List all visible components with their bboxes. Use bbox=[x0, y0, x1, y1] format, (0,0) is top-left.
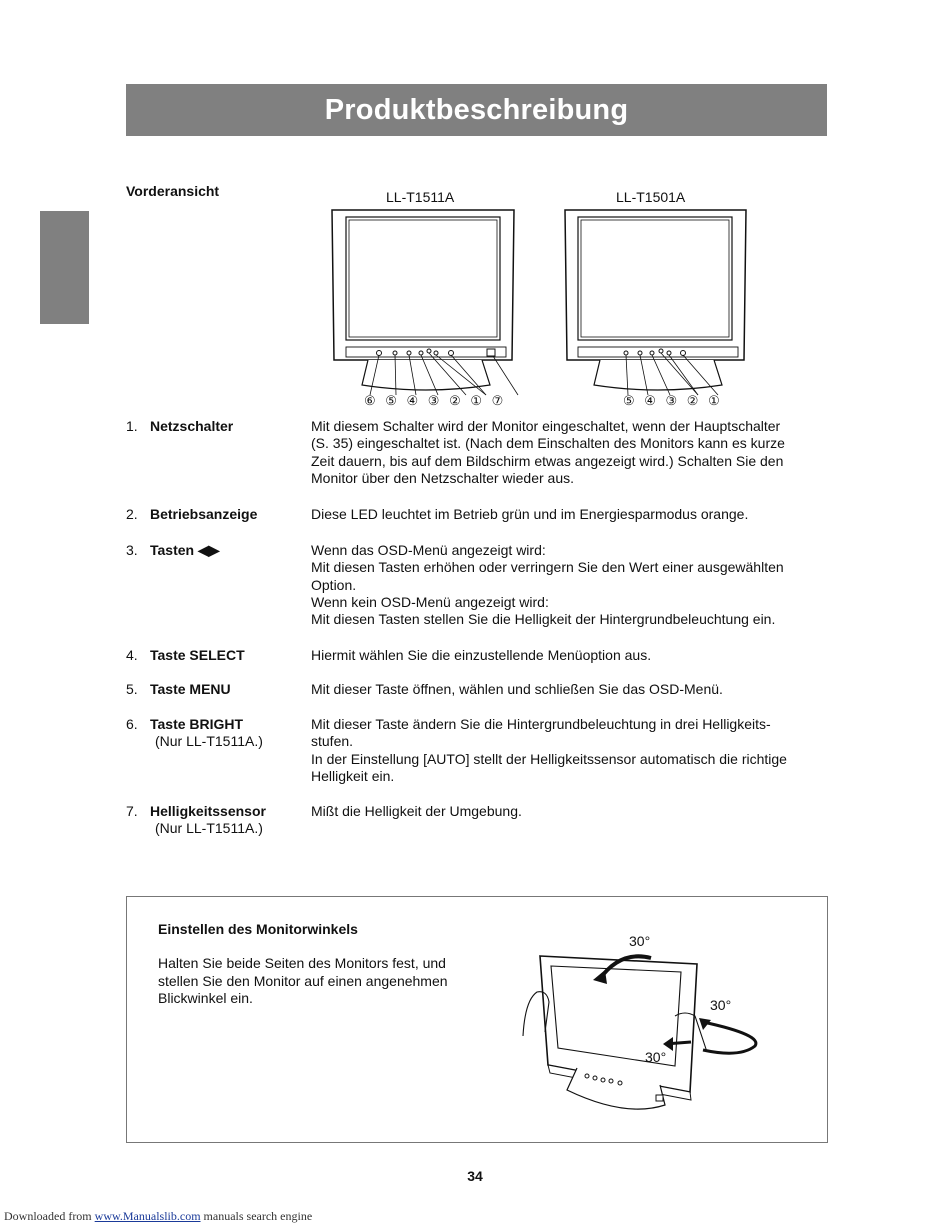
item-description: Mit dieser Taste öffnen, wählen und schließen Sie das OSD-Menü. bbox=[311, 681, 723, 697]
callouts-t1501a: ⑤ ④ ③ ② ① bbox=[623, 393, 723, 408]
item-description: Mit dieser Taste ändern Sie die Hintergrundbeleuchtung in drei Helligkeits- stufen. In der Einstellung [AUTO] stellt der Helligkeitssensor automatisch die richtige Helligkeit ein. bbox=[311, 716, 787, 784]
item-name: Betriebsanzeige bbox=[150, 506, 258, 522]
item-number: 7. bbox=[126, 803, 138, 819]
angle-box-text: Halten Sie beide Seiten des Monitors fest, und stellen Sie den Monitor auf einen angenehmen Blickwinkel ein. bbox=[158, 955, 448, 1006]
item-name: Taste SELECT bbox=[150, 647, 245, 663]
item-name: Netzschalter bbox=[150, 418, 234, 434]
footer bbox=[4, 1209, 312, 1224]
item-name: Helligkeitssensor bbox=[150, 803, 266, 819]
footer-prefix: Downloaded from bbox=[4, 1209, 95, 1223]
item-description: Wenn das OSD-Menü angezeigt wird: Mit diesen Tasten erhöhen oder verringern Sie den Wert einer ausgewählten Option. Wenn kein OSD-Menü angezeigt wird: Mit diesen Tasten stellen Sie die Helligkeit der Hintergrundbeleuchtung ein. bbox=[311, 542, 784, 628]
item-number: 2. bbox=[126, 506, 138, 522]
front-view-label: Vorderansicht bbox=[126, 183, 220, 199]
item-number: 3. bbox=[126, 542, 138, 558]
monitor-front-diagram-t1511a bbox=[326, 205, 526, 410]
angle-label-swivel-right: 30° bbox=[710, 997, 732, 1013]
model-label-t1501a: LL-T1501A bbox=[616, 189, 686, 205]
item-number: 4. bbox=[126, 647, 138, 663]
callouts-t1511a: ⑥ ⑤ ④ ③ ② ① ⑦ bbox=[364, 393, 507, 408]
item-name: Taste BRIGHT bbox=[150, 716, 244, 732]
angle-label-swivel-left: 30° bbox=[645, 1049, 667, 1065]
item-number: 1. bbox=[126, 418, 138, 434]
item-number: 6. bbox=[126, 716, 138, 732]
item-note: (Nur LL-T1511A.) bbox=[155, 733, 263, 749]
item-name: Taste MENU bbox=[150, 681, 231, 697]
monitor-tilt-diagram bbox=[515, 940, 765, 1130]
item-name: Tasten ◀▶ bbox=[150, 542, 220, 558]
page-number: 34 bbox=[467, 1168, 483, 1184]
model-label-t1511a: LL-T1511A bbox=[386, 189, 455, 205]
item-description: Mißt die Helligkeit der Umgebung. bbox=[311, 803, 522, 819]
page-title: Produktbeschreibung bbox=[126, 84, 827, 136]
footer-suffix: manuals search engine bbox=[200, 1209, 313, 1223]
item-number: 5. bbox=[126, 681, 138, 697]
item-note: (Nur LL-T1511A.) bbox=[155, 820, 263, 836]
item-description: Hiermit wählen Sie die einzustellende Menüoption aus. bbox=[311, 647, 652, 663]
item-description: Diese LED leuchtet im Betrieb grün und im Energiesparmodus orange. bbox=[311, 506, 749, 522]
section-tab bbox=[40, 211, 89, 324]
monitor-front-diagram-t1501a bbox=[560, 205, 760, 410]
angle-label-tilt-up: 30° bbox=[629, 933, 651, 949]
item-description: Mit diesem Schalter wird der Monitor eingeschaltet, wenn der Hauptschalter (S. 35) eingeschaltet ist. (Nach dem Einschalten des Monitors kann es kurze Zeit dauern, bis auf dem Bildschirm etwas angezeigt wird.) Schalten Sie den Monitor über den Netzschalter wieder aus. bbox=[311, 418, 785, 486]
angle-box-title: Einstellen des Monitorwinkels bbox=[158, 921, 358, 937]
manualslib-link[interactable]: www.Manualslib.com bbox=[94, 1209, 201, 1223]
